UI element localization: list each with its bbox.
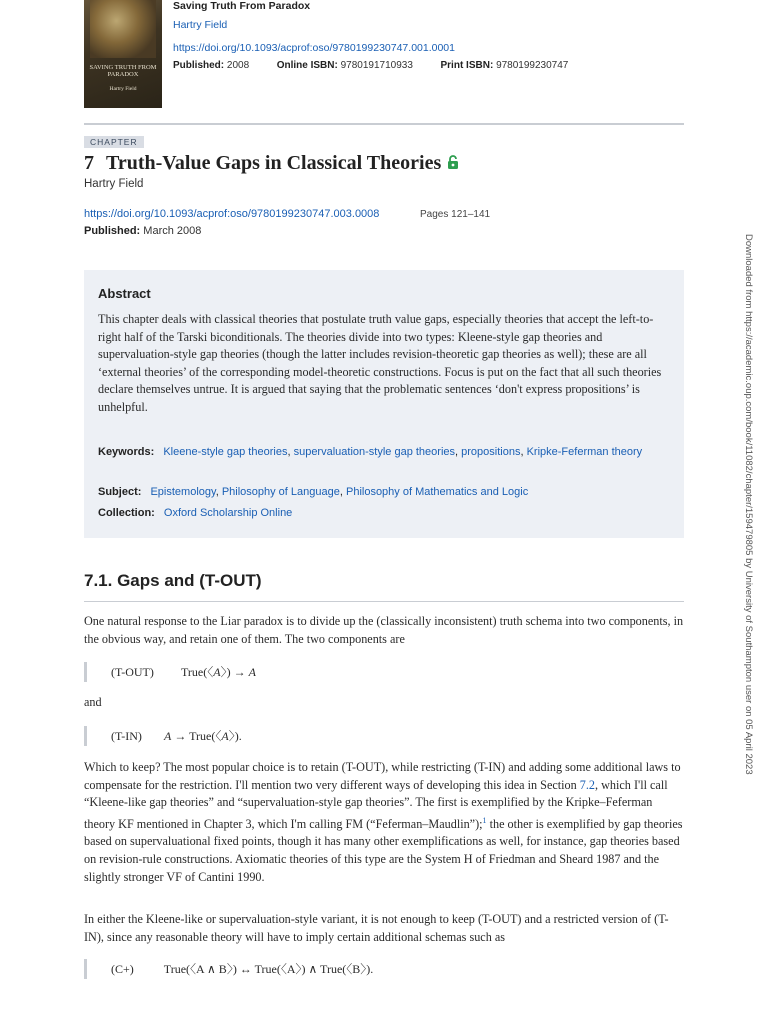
paragraph-text: , which I'll call “Kleene-like gap theories” and “supervaluation-style gap theories”. The first is exemplified by the Kripke–Feferman theory KF mentioned in Chapter 3, which I'm calling FM (“Feferman–Maudlin”); <box>84 777 668 831</box>
book-meta <box>173 60 568 71</box>
formula-var: A <box>221 729 229 743</box>
formula-text: True( <box>181 665 208 679</box>
and-text: and <box>84 695 102 709</box>
book-published: 2008 <box>226 60 250 71</box>
keywords-line: Keywords: Kleene-style gap theories, supervaluation-style gap theories, propositions, Kripke-Feferman theory <box>98 446 643 458</box>
formula-text: ). <box>234 729 242 743</box>
keyword-link[interactable]: supervaluation-style gap theories <box>293 446 456 458</box>
footnote-1-link[interactable]: 1 <box>482 815 487 825</box>
book-published-label: Published: <box>173 60 225 71</box>
formula-label: (T-OUT) <box>111 665 154 679</box>
formula-var: A <box>213 665 221 679</box>
formula-var: A <box>164 729 172 743</box>
chapter-title-text: Truth-Value Gaps in Classical Theories <box>106 152 442 174</box>
abstract-text: This chapter deals with classical theories that postulate truth value gaps, especially theories that accept the left-to-right half of the Tarski biconditionals. The theories divide into two types: Kleene-style gap theories and supervaluation-style gap theories (though the latter includes revision-theoretic gap theories as well); these are all ‘external theories’ of the corresponding model-theoretic constructions. Focus is put on the fact that all such theories declare themselves untrue. It is argued that saying that the problematic sentences ‘don't express propositions’ is unhelpful. <box>98 312 662 414</box>
paragraph-text: the other is exemplified by gap theories based on supervaluational fixed points, though it has many other exemplifications as well, for instance, gap theories based on revision-rule constructions. Axiomatic theories of this type are the System H of Friedman and Sheard 1987 and the slightly stronger VF of Cantini 1990. <box>84 816 683 884</box>
subject-link[interactable]: Philosophy of Language <box>221 486 340 498</box>
book-cover-image[interactable] <box>84 0 162 108</box>
subject-link[interactable]: Philosophy of Mathematics and Logic <box>345 486 529 498</box>
paragraph-3: In either the Kleene-like or supervaluation-style variant, it is not enough to keep (T-OUT) and a restricted version of (T-IN), since any reasonable theory will have to imply certain additional schemas such as <box>84 912 669 944</box>
print-isbn-label: Print ISBN: <box>440 60 494 71</box>
subject-line: Subject: Epistemology, Philosophy of Language, Philosophy of Mathematics and Logic <box>98 486 529 498</box>
print-isbn: 9780199230747 <box>496 60 569 71</box>
keyword-link[interactable]: Kripke-Feferman theory <box>526 446 643 458</box>
online-isbn: 9780191710933 <box>340 60 413 71</box>
book-author-link[interactable]: Hartry Field <box>173 19 228 31</box>
paragraph-text: Which to keep? The most popular choice is to retain (T-OUT), while restricting (T-IN) and adding some additional laws to compensate for the restriction. I'll mention two very different ways of developing this idea in Section <box>84 760 681 792</box>
paragraph-1: One natural response to the Liar paradox is to divide up the (classically inconsistent) truth schema into two components, in the obvious way, and retain one of them. The two components are <box>84 614 684 646</box>
book-doi-link[interactable]: https://doi.org/10.1093/acprof:oso/9780199230747.001.0001 <box>173 42 455 54</box>
chapter-number: 7 <box>84 152 94 174</box>
abstract-box <box>84 270 684 538</box>
formula-label: (T-IN) <box>111 729 142 743</box>
formula-text: ) → <box>226 665 249 679</box>
cover-artwork <box>90 0 156 58</box>
chapter-published-date: March 2008 <box>143 225 202 237</box>
section-heading: 7.1. Gaps and (T-OUT) <box>84 571 262 590</box>
chapter-pages: Pages 121–141 <box>420 209 491 220</box>
subject-link[interactable]: Epistemology <box>150 486 216 498</box>
subject-label: Subject: <box>98 486 142 498</box>
book-header <box>84 0 684 110</box>
paragraph-2 <box>84 759 684 886</box>
chapter-title <box>84 152 459 176</box>
formula-text: True(〈A ∧ B〉) ↔ True(〈A〉) ∧ True(〈B〉). <box>163 962 374 976</box>
keyword-link[interactable]: Kleene-style gap theories <box>163 446 288 458</box>
header-divider <box>84 123 684 125</box>
formula-c-plus <box>84 959 373 979</box>
chapter-doi-link[interactable]: https://doi.org/10.1093/acprof:oso/9780199230747.003.0008 <box>84 208 380 220</box>
chapter-badge: CHAPTER <box>84 136 144 148</box>
cover-title: SAVING TRUTH FROM PARADOX <box>89 64 157 78</box>
cover-author: Hartry Field <box>109 86 137 92</box>
chapter-published-label: Published: <box>84 225 141 237</box>
formula-var: A <box>248 665 256 679</box>
formula-text: → True( <box>171 729 216 743</box>
formula-t-in: (T-IN) A → True(〈A〉). <box>84 726 242 746</box>
abstract-heading: Abstract <box>98 286 151 301</box>
keywords-label: Keywords: <box>98 446 155 458</box>
chapter-published <box>84 225 201 237</box>
section-divider <box>84 601 684 602</box>
download-watermark: Downloaded from https://academic.oup.com/book/11082/chapter/159479805 by University of Southampton user on 05 April 2023 <box>743 234 754 775</box>
formula-label: (C+) <box>111 962 134 976</box>
keyword-link[interactable]: propositions <box>461 446 521 458</box>
open-access-lock-icon <box>447 153 459 176</box>
formula-t-out: (T-OUT) True(〈A〉) → A <box>84 662 256 682</box>
book-title: Saving Truth From Paradox <box>173 0 311 12</box>
collection-line <box>98 505 673 522</box>
collection-label: Collection: <box>98 507 155 519</box>
collection-link[interactable]: Oxford Scholarship Online <box>163 507 293 519</box>
online-isbn-label: Online ISBN: <box>276 60 338 71</box>
section-7-2-link[interactable]: 7.2 <box>579 777 596 792</box>
chapter-author: Hartry Field <box>84 178 144 190</box>
